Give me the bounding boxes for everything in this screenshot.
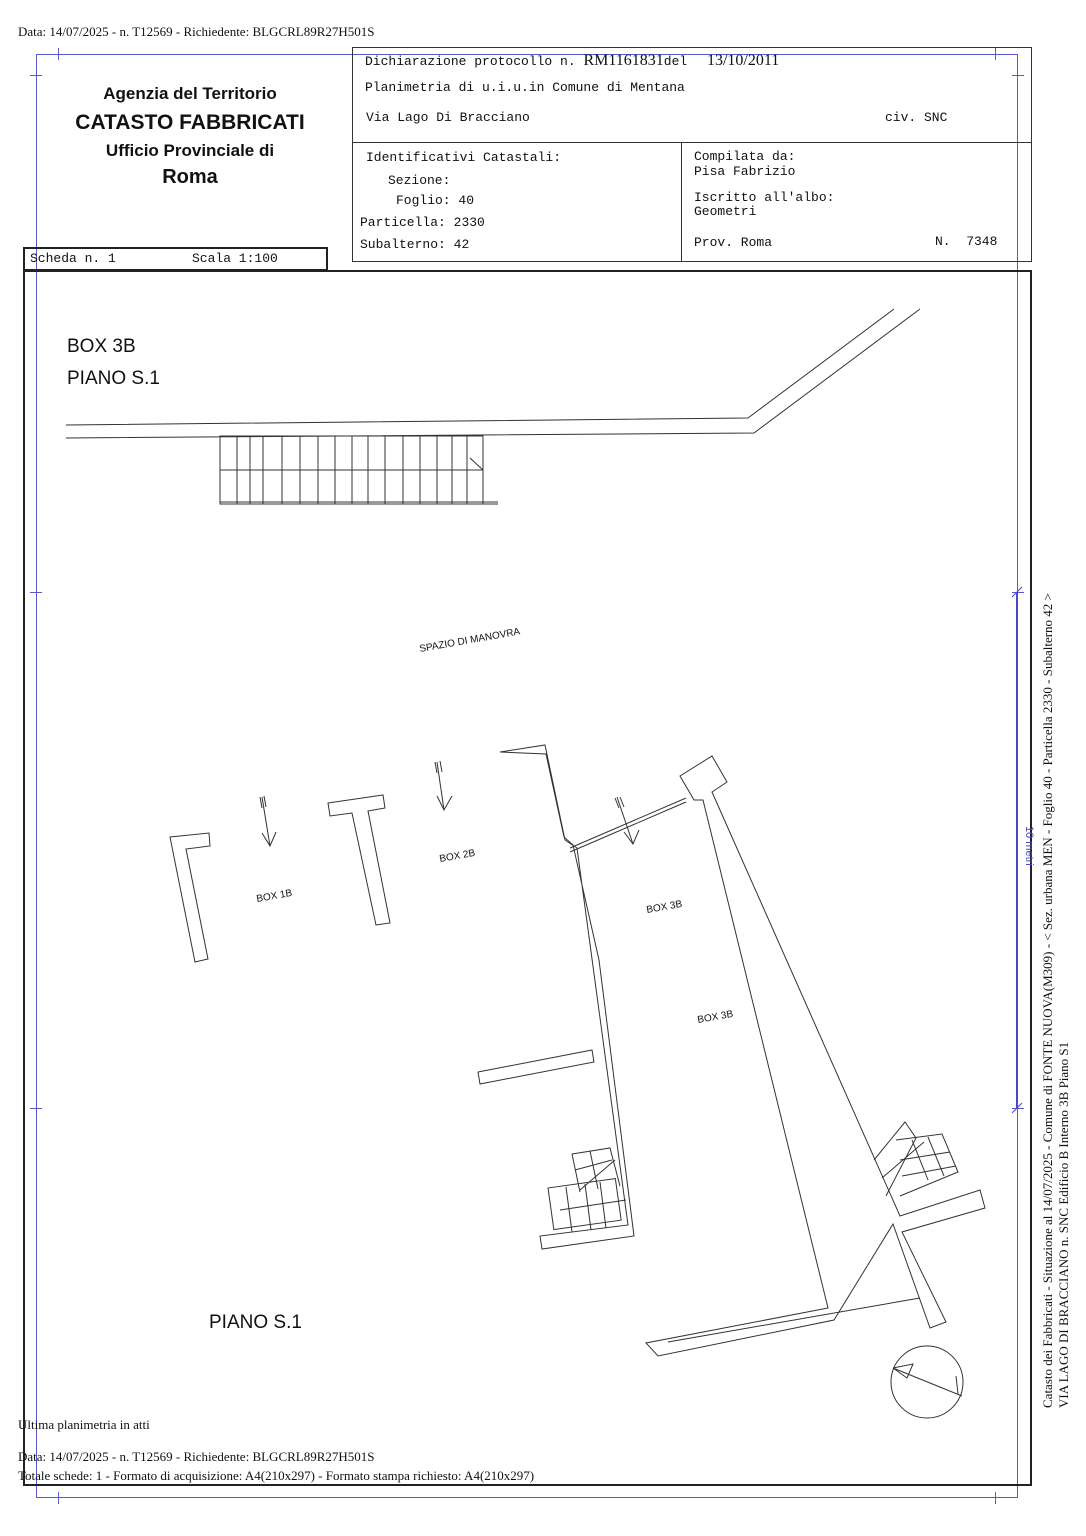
albo-value: Geometri (694, 204, 757, 219)
albo-label: Iscritto all'albo: (694, 190, 835, 205)
label-box3b-lower: BOX 3B (696, 1008, 735, 1026)
protocollo-date: 13/10/2011 (706, 52, 780, 69)
north-arrow-line (893, 1368, 962, 1396)
particella-label: Particella: (360, 215, 446, 230)
box3b-wall (646, 756, 985, 1356)
footer-ultima: Ultima planimetria in atti (18, 1417, 150, 1432)
compilata-name: Pisa Fabrizio (694, 164, 796, 179)
civ-line: civ. SNC (885, 110, 948, 125)
particella-value: 2330 (453, 215, 485, 230)
stair-lower-left (548, 1148, 626, 1232)
partition-wall (478, 1050, 594, 1084)
agency-line3: Ufficio Provinciale di (105, 141, 275, 160)
agency-line1: Agenzia del Territorio (103, 84, 277, 103)
agency-line2: CATASTO FABBRICATI (75, 111, 305, 134)
agency-line4: Roma (162, 166, 218, 188)
ramp-edge-line (66, 309, 894, 425)
entry-arrow (435, 761, 452, 810)
plan-title-piano: PIANO S.1 (67, 368, 160, 389)
entry-arrow (615, 797, 639, 844)
del-label: del (663, 54, 688, 69)
side-text-line2: VIA LAGO DI BRACCIANO n. SNC Edificio B Interno 3B Piano S1 (1056, 1041, 1071, 1408)
foglio-label: Foglio: (396, 193, 451, 208)
subalterno-value: 42 (453, 237, 470, 252)
planimetria-line: Planimetria di u.i.u.in Comune di Mentana (365, 80, 685, 95)
ramp-edge-line (66, 309, 920, 438)
top-note: Data: 14/07/2025 - n. T12569 - Richiedente: BLGCRL89R27H501S (18, 24, 375, 39)
address-line: Via Lago Di Bracciano (366, 110, 530, 125)
footer-totale: Totale schede: 1 - Formato di acquisizione: A4(210x297) - Formato stampa richiesto: A4(210x297) (18, 1468, 535, 1483)
scheda-label: Scheda n. 1 (30, 251, 116, 266)
prov-label: Prov. Roma (694, 235, 773, 250)
central-wall (500, 745, 634, 1249)
label-box2b: BOX 2B (438, 847, 477, 865)
sezione-label: Sezione: (388, 173, 451, 188)
dichiarazione-label: Dichiarazione protocollo n. (365, 54, 576, 69)
identificativi-title: Identificativi Catastali: (366, 150, 562, 165)
plan-piano-bottom: PIANO S.1 (209, 1312, 302, 1333)
label-spazio-manovra: SPAZIO DI MANOVRA (418, 626, 522, 655)
protocollo-number: RM1161831 (583, 52, 664, 69)
label-box1b: BOX 1B (255, 887, 294, 905)
box1b-wall (170, 833, 210, 962)
numero-value: N. 7348 (935, 234, 998, 249)
foglio-value: 40 (458, 193, 475, 208)
box2b-wall (328, 795, 390, 925)
entry-arrow (260, 796, 276, 846)
scale-bar-label: 10 metri (1023, 826, 1035, 866)
plan-title-box: BOX 3B (67, 336, 136, 357)
compilata-label: Compilata da: (694, 149, 796, 164)
footer-data: Data: 14/07/2025 - n. T12569 - Richiedente: BLGCRL89R27H501S (18, 1449, 375, 1464)
scala-label: Scala 1:100 (192, 251, 278, 266)
side-text-line1: Catasto dei Fabbricati - Situazione al 14/07/2025 - Comune di FONTE NUOVA(M309) - < Sez. urbana MEN - Foglio 40 - Particella 2330 - Subalterno 42 > (1040, 593, 1055, 1408)
subalterno-label: Subalterno: (360, 237, 446, 252)
label-box3b-upper: BOX 3B (645, 898, 684, 916)
